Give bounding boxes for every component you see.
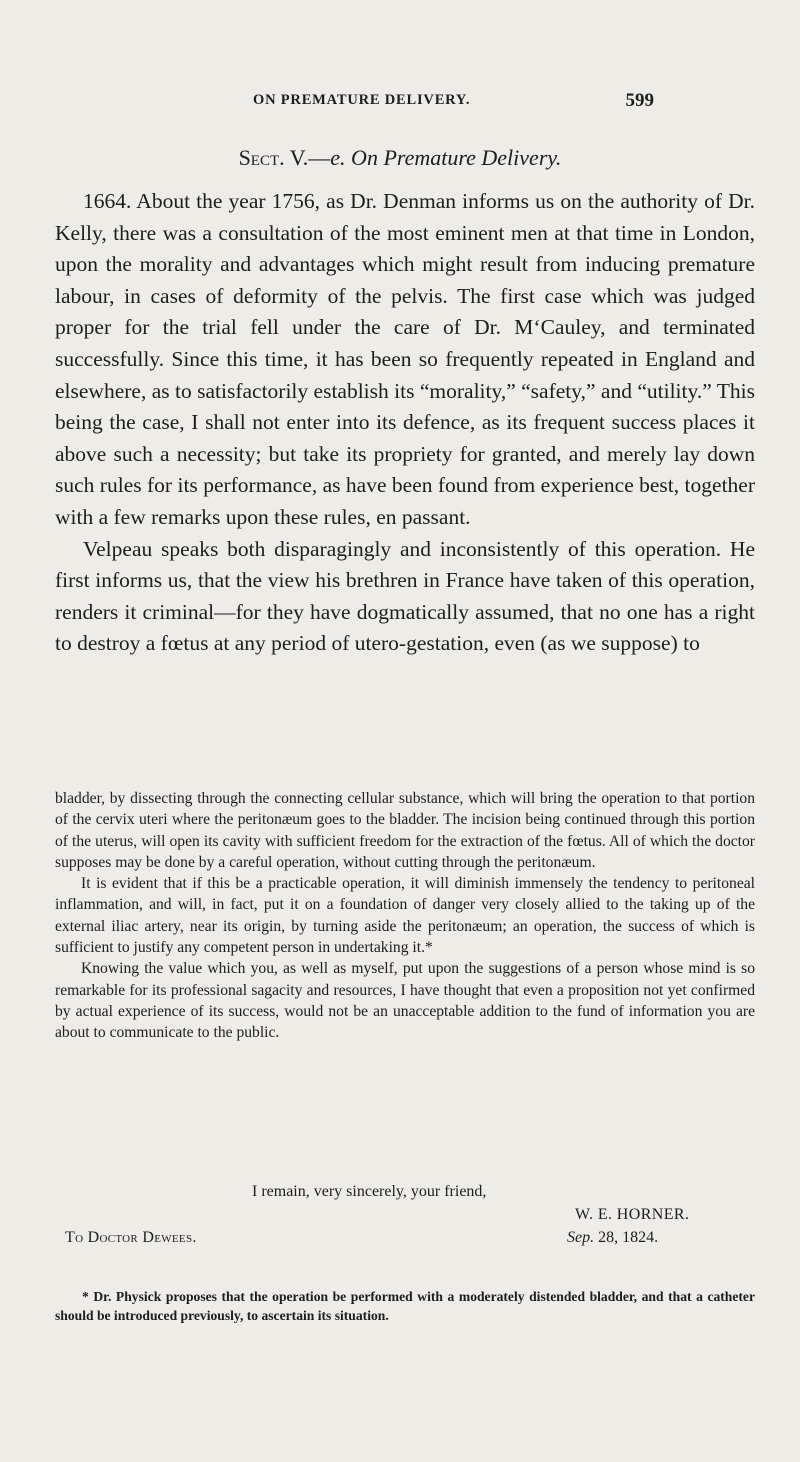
closing-line: I remain, very sincerely, your friend, <box>252 1183 487 1200</box>
date-month: Sep. <box>567 1229 595 1246</box>
letter-paragraph: bladder, by dissecting through the connecting cellular substance, which will bring the operation to that portion of the cervix uteri where the peritonæum goes to the bladder. The incision being continued through this portion of the uterus, will open its cavity with sufficient freedom for the extraction of the fœtus. All of which the doctor supposes may be done by a careful operation, without cutting through the peritonæum. <box>55 790 755 871</box>
footnote: * Dr. Physick proposes that the operation be performed with a moderately distended bladder, and that a catheter should be introduced previously, to ascertain its situation. <box>55 1289 755 1323</box>
section-heading <box>0 145 800 171</box>
running-title: ON PREMATURE DELIVERY. <box>253 92 471 108</box>
addressee: To Doctor Dewees. <box>65 1229 197 1246</box>
letter-paragraph: Knowing the value which you, as well as myself, put upon the suggestions of a person whose mind is so remarkable for its professional sagacity and resources, I have thought that even a proposition not yet confirmed by actual experience of its success, would not be an unacceptable addition to the fund of information you are about to communicate to the public. <box>55 960 755 1042</box>
running-head <box>0 92 800 116</box>
paragraph-velpeau: Velpeau speaks both disparagingly and inconsistently of this operation. He first informs us, that the view his brethren in France have taken of this operation, renders it criminal—for they have dogmatically assumed, that no one has a right to destroy a fœtus at any period of utero-gestation, even (as we suppose) to <box>55 536 755 656</box>
date-rest: 28, 1824. <box>594 1229 659 1246</box>
main-text <box>55 186 755 660</box>
section-title: e. On Premature Delivery. <box>330 145 562 170</box>
page-number: 599 <box>625 90 654 111</box>
paragraph-1664: 1664. About the year 1756, as Dr. Denman informs us on the authority of Dr. Kelly, there was a consultation of the most eminent men at that time in London, upon the morality and advantages which might result from inducing premature labour, in cases of deformity of the pelvis. The first case which was judged proper for the trial fell under the care of Dr. M‘Cauley, and terminated successfully. Since this time, it has been so frequently repeated in England and elsewhere, as to satisfactorily establish its “morality,” “safety,” and “utility.” This being the case, I shall not enter into its defence, as its frequent success places it above such a necessity; but take its propriety for granted, and merely lay down such rules for its performance, as have been found from experience best, together with a few remarks upon these rules, en passant. <box>55 189 755 529</box>
section-label: Sect. V.— <box>238 145 331 170</box>
letter-paragraph: It is evident that if this be a practicable operation, it will diminish immensely the tendency to peritoneal inflammation, and will, in fact, put it on a foundation of danger very closely allied to the taking up of the external iliac artery, near its origin, by turning aside the peritonæum; an operation, the success of which is sufficient to justify any competent person in undertaking it.* <box>55 875 755 957</box>
letter-text <box>55 788 755 1044</box>
signature: W. E. HORNER. <box>575 1206 690 1223</box>
letter-date <box>567 1229 658 1247</box>
